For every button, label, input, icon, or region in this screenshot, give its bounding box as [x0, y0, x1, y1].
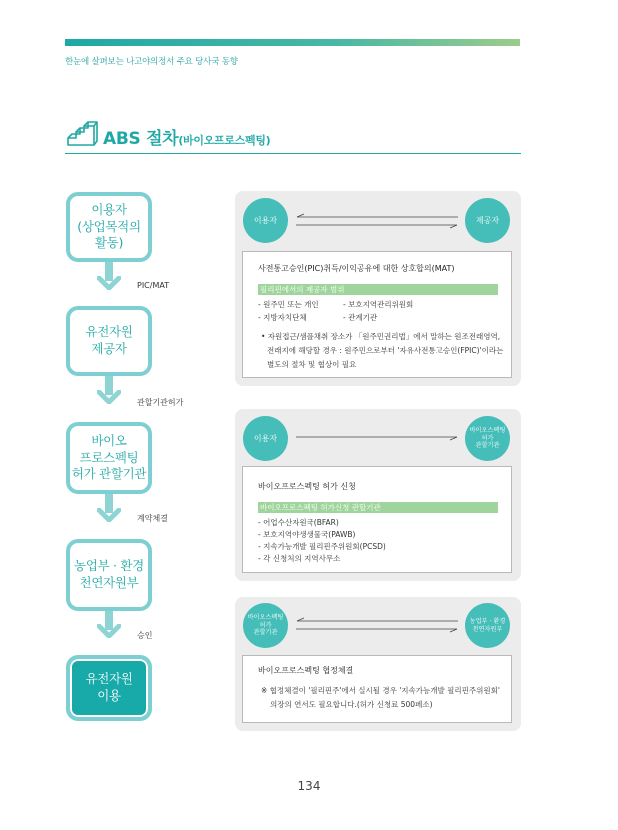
circle-ministries: 농업부 · 환경 천연자원부 [465, 603, 510, 648]
flow-step-utilization: 유전자원 이용 [66, 655, 152, 721]
chevron-down-icon [97, 624, 121, 638]
authority-item: - 보호지역야생생물국(PAWB) [258, 530, 356, 539]
authority-item: - 지속가능개발 필리핀주위원회(PCSD) [258, 542, 386, 551]
stairs-icon [65, 121, 99, 147]
provider-item: - 원주민 또는 개인 [258, 300, 319, 309]
chevron-down-icon [97, 390, 121, 404]
right-arrow-icon [292, 432, 462, 442]
section-title-text: ABS 절차 [103, 129, 179, 149]
bidirectional-arrow-icon [292, 617, 462, 633]
page-number: 134 [297, 779, 321, 793]
circle-user: 이용자 [243, 416, 288, 461]
card-heading: 사전통고승인(PIC)취득/이익공유에 대한 상호합의(MAT) [258, 264, 455, 273]
highlight-label: 바이오프로스펙팅 허가신청 관할기관 [258, 502, 498, 513]
connector-label-contract: 계약체결 [137, 514, 168, 523]
circle-permit-authority: 바이오스펙팅 허가 관할기관 [243, 603, 288, 648]
circle-permit-authority: 바이오스펙팅 허가 관할기관 [465, 416, 510, 461]
connector-label-approval: 승인 [137, 631, 153, 640]
authority-item: - 각 신청처의 지역사무소 [258, 554, 341, 563]
chevron-down-icon [97, 508, 121, 522]
chevron-down-icon [97, 276, 121, 290]
note-line: 전래지에 해당할 경우 : 원주민으로부터 '자유사전통고승인(FPIC)'이라는 [267, 346, 504, 355]
connector-label-pic-mat: PIC/MAT [137, 281, 170, 290]
note-line: 의장의 연서도 필요합니다.(허가 신청료 500페소) [270, 700, 433, 709]
note-line: 별도의 절차 및 협상이 필요 [267, 360, 357, 369]
highlight-label: 필리핀에서의 제공자 범위 [258, 284, 498, 295]
header-gradient-bar [65, 39, 520, 46]
card-heading: 바이오프로스펙팅 허가 신청 [258, 482, 356, 491]
card-pic-mat [242, 251, 512, 378]
provider-item: - 보호지역관리위원회 [343, 300, 414, 309]
note-line: ※ 협정체결이 '필리핀주'에서 실시될 경우 '지속가능개발 필리핀주위원회' [261, 686, 500, 695]
authority-item: - 어업수산자원국(BFAR) [258, 518, 339, 527]
circle-provider: 제공자 [465, 198, 510, 243]
section-title [103, 124, 270, 149]
flow-step-provider: 유전자원 제공자 [66, 306, 152, 376]
card-permit-application [242, 466, 512, 573]
circle-user: 이용자 [243, 198, 288, 243]
provider-item: - 지방자치단체 [258, 313, 307, 322]
flow-step-permit-authority: 바이오 프로스펙팅 허가 관할기관 [66, 422, 152, 494]
card-agreement [242, 655, 512, 723]
card-heading: 바이오프로스펙팅 협정체결 [258, 666, 354, 675]
running-header: 한눈에 살펴보는 나고야의정서 주요 당사국 동향 [65, 57, 238, 67]
section-subtitle: (바이오프로스펙팅) [178, 134, 271, 147]
note-line: • 자원접근/샘플채취 장소가 「원주민권리법」에서 말하는 원조전래영역, [261, 332, 501, 341]
bidirectional-arrow-icon [292, 213, 462, 229]
section-title-bar [65, 118, 521, 154]
provider-item: - 관계기관 [343, 313, 378, 322]
flow-step-ministries: 농업부 · 환경 천연자원부 [66, 539, 152, 611]
connector-label-authority-permit: 관할기관허가 [137, 398, 184, 407]
flow-step-user: 이용자 (상업목적의 활동) [66, 192, 152, 262]
